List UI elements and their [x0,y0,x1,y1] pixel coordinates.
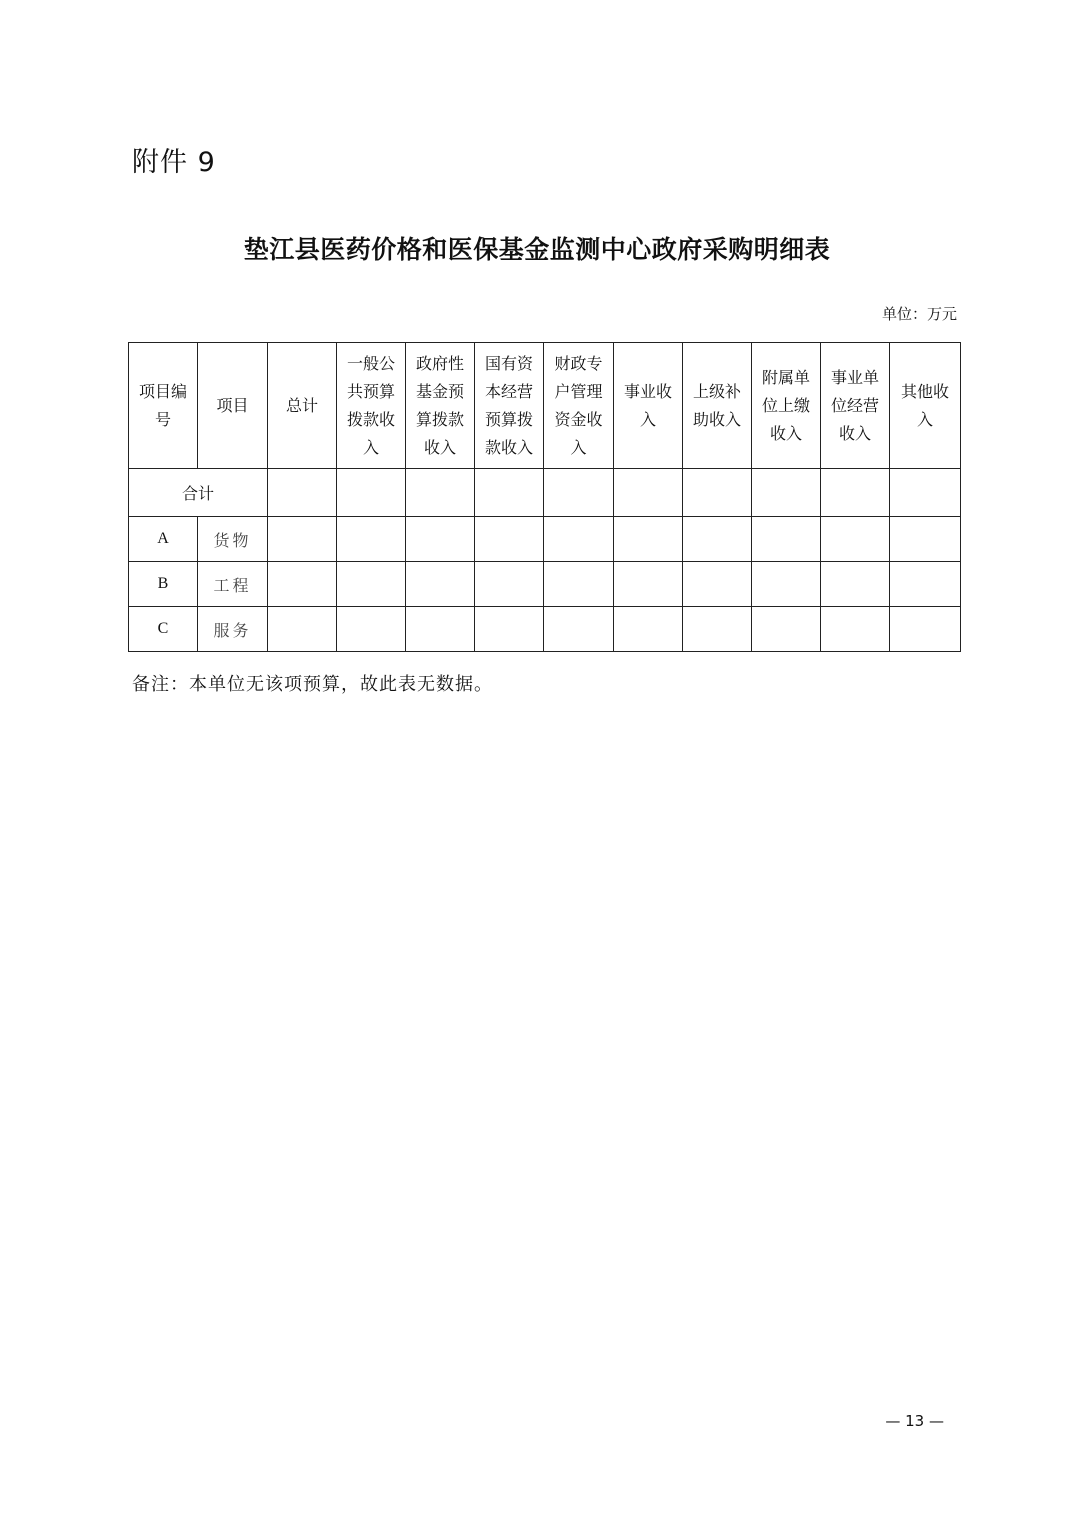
table-cell [337,562,406,607]
table-cell [406,469,475,517]
table-cell [683,469,752,517]
table-cell [268,469,337,517]
table-cell [614,562,683,607]
table-cell [614,469,683,517]
table-cell [268,607,337,652]
col-header-state-capital: 国有资本经营预算拨款收入 [475,343,544,469]
table-cell [337,469,406,517]
table-cell [544,469,614,517]
row-name: 货物 [198,517,268,562]
col-header-general-budget: 一般公共预算拨款收入 [337,343,406,469]
col-header-operating-income: 事业单位经营收入 [821,343,890,469]
col-header-business-income: 事业收入 [614,343,683,469]
table-cell [475,469,544,517]
table-cell [821,562,890,607]
col-header-other-income: 其他收入 [890,343,961,469]
col-header-gov-fund: 政府性基金预算拨款收入 [406,343,475,469]
col-header-affiliated-unit: 附属单位上缴收入 [752,343,821,469]
table-cell [821,517,890,562]
table-cell [752,469,821,517]
table-row [129,562,961,607]
row-code: A [129,517,198,562]
table-cell [752,562,821,607]
table-cell [268,517,337,562]
table-note: 备注：本单位无该项预算，故此表无数据。 [132,674,493,695]
table-cell [821,607,890,652]
table-cell [544,517,614,562]
col-header-code: 项目编号 [129,343,198,469]
table-cell [475,562,544,607]
table-cell [544,607,614,652]
table-cell [406,562,475,607]
table-cell [406,517,475,562]
table-cell [614,607,683,652]
row-code: C [129,607,198,652]
table-cell [406,607,475,652]
total-label: 合计 [129,469,268,517]
table-cell [337,607,406,652]
attachment-label: 附件 9 [132,147,216,178]
table-cell [752,517,821,562]
table-cell [268,562,337,607]
table-cell [544,562,614,607]
table-cell [475,607,544,652]
table-cell [821,469,890,517]
table-cell [890,517,961,562]
table-cell [337,517,406,562]
table-cell [890,607,961,652]
col-header-superior-subsidy: 上级补助收入 [683,343,752,469]
table-row [129,517,961,562]
unit-label: 单位：万元 [881,305,957,323]
table-cell [752,607,821,652]
table-cell [890,469,961,517]
table-cell [475,517,544,562]
col-header-special-account: 财政专户管理资金收入 [544,343,614,469]
table-cell [890,562,961,607]
row-code: B [129,562,198,607]
table-header-row [129,343,961,469]
row-name: 服务 [198,607,268,652]
table-cell [683,607,752,652]
col-header-total: 总计 [268,343,337,469]
total-row [129,469,961,517]
table-cell [683,562,752,607]
table-cell [683,517,752,562]
col-header-name: 项目 [198,343,268,469]
page-title: 垫江县医药价格和医保基金监测中心政府采购明细表 [243,235,831,264]
row-name: 工程 [198,562,268,607]
procurement-table [128,342,961,652]
table-row [129,607,961,652]
page-number: — 13 — [885,1412,944,1430]
table-cell [614,517,683,562]
